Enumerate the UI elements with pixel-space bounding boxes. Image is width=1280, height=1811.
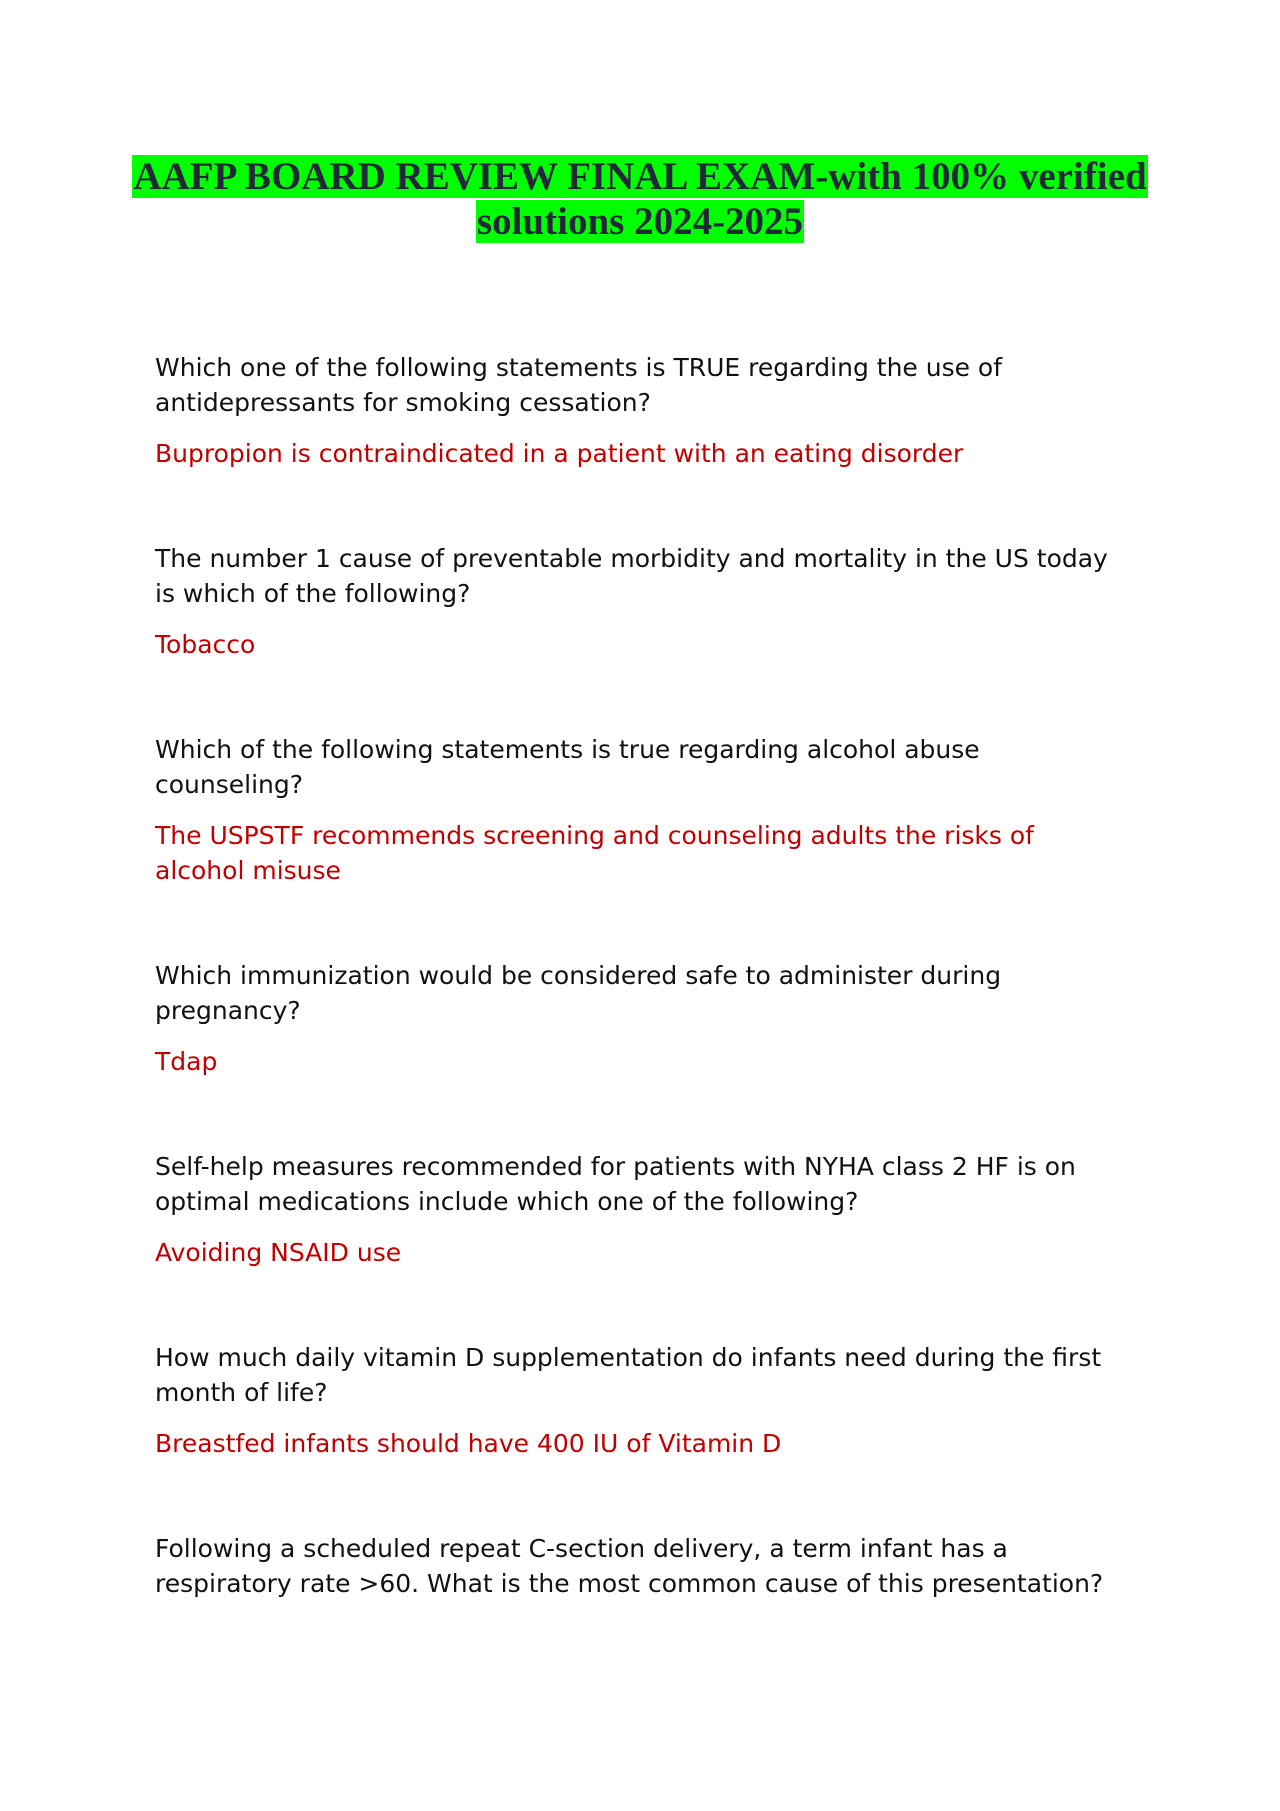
qa-item [155,1341,1125,1462]
answer-text: Breastfed infants should have 400 IU of Vitamin D [155,1429,782,1458]
question-text: Which of the following statements is true regarding alcohol abuse counseling? [155,735,980,799]
page-title [120,154,1160,244]
question-text: Following a scheduled repeat C-section delivery, a term infant has a respiratory rate >60. What is the most common cause of this presentation? [155,1534,1104,1598]
qa-item [155,351,1125,472]
answer-text: Bupropion is contraindicated in a patient with an eating disorder [155,439,964,468]
qa-item [155,542,1125,663]
question-text: Which immunization would be considered safe to administer during pregnancy? [155,961,1002,1025]
answer-text: Tobacco [155,630,256,659]
question-text: Self-help measures recommended for patients with NYHA class 2 HF is on optimal medications include which one of the following? [155,1152,1076,1216]
answer-text: Tdap [155,1047,218,1076]
answer-text: The USPSTF recommends screening and counseling adults the risks of alcohol misuse [155,821,1034,885]
qa-item [155,1532,1125,1601]
question-text: The number 1 cause of preventable morbidity and mortality in the US today is which of the following? [155,544,1108,608]
qa-item [155,733,1125,888]
qa-item [155,959,1125,1080]
qa-item [155,1150,1125,1271]
answer-text: Avoiding NSAID use [155,1238,402,1267]
question-text: How much daily vitamin D supplementation do infants need during the first month of life? [155,1343,1102,1407]
title-highlight: AAFP BOARD REVIEW FINAL EXAM-with 100% verified solutions 2024-2025 [133,155,1147,243]
question-text: Which one of the following statements is TRUE regarding the use of antidepressants for smoking cessation? [155,353,1003,417]
